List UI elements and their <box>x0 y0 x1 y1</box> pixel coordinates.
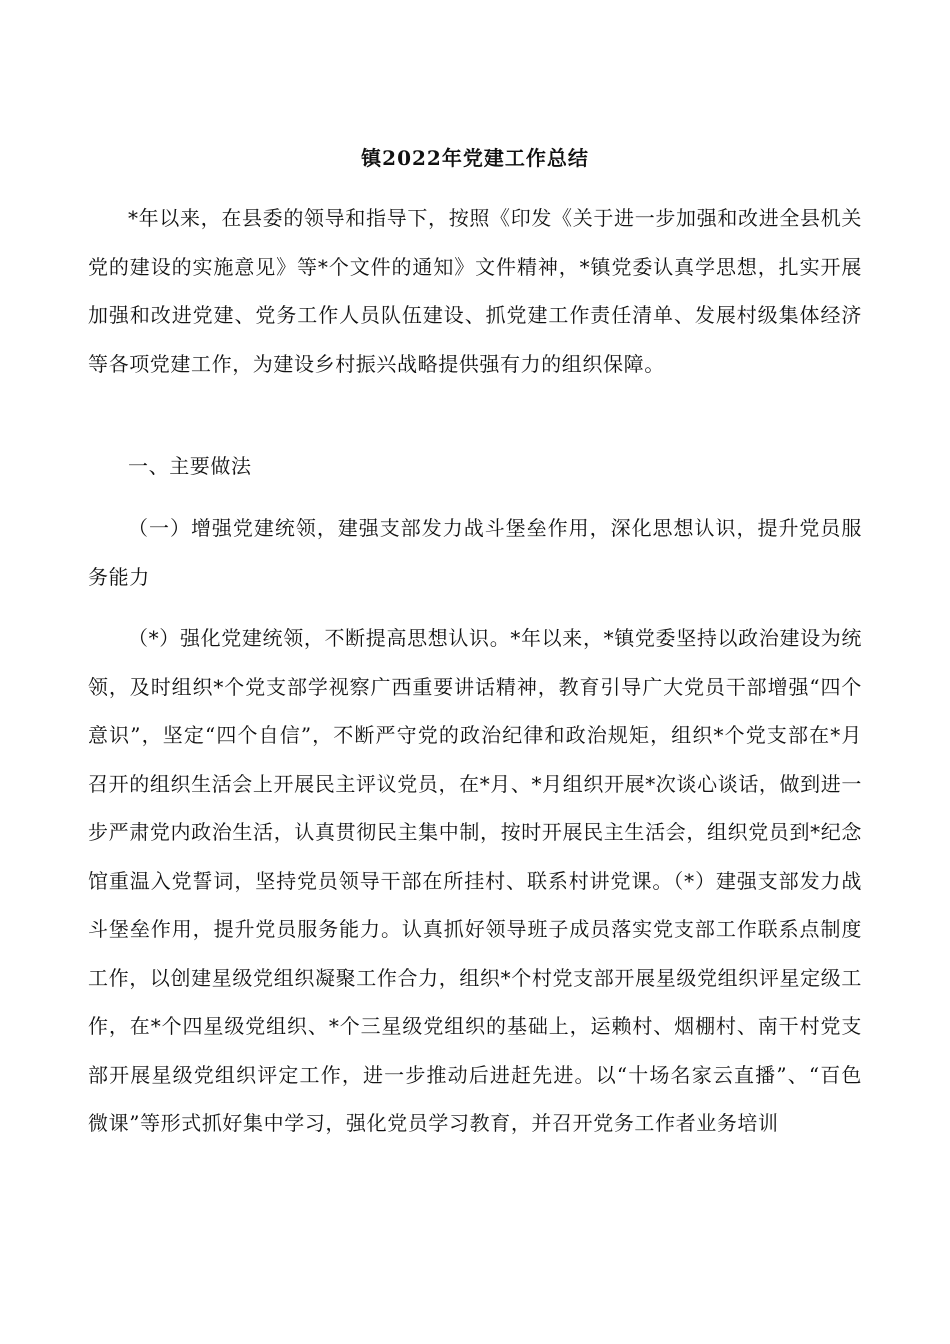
subsection-heading-1: （一）增强党建统领，建强支部发力战斗堡垒作用，深化思想认识，提升党员服务能力 <box>88 516 862 589</box>
section-heading-main-practices: 一、主要做法 <box>128 454 252 478</box>
intro-paragraph: *年以来，在县委的领导和指导下，按照《印发《关于进一步加强和改进全县机关党的建设的实施意见》等*个文件的通知》文件精神，*镇党委认真学思想，扎实开展加强和改进党建、党务工作人员队伍建设、抓党建工作责任清单、发展村级集体经济等各项党建工作，为建设乡村振兴战略提供强有力的组织保障。 <box>88 206 862 376</box>
body-paragraph: （*）强化党建统领，不断提高思想认识。*年以来，*镇党委坚持以政治建设为统领，及时组织*个党支部学视察广西重要讲话精神，教育引导广大党员干部增强“四个意识”，坚定“四个自信”，不断严守党的政治纪律和政治规矩，组织*个党支部在*月召开的组织生活会上开展民主评议党员，在*月、*月组织开展*次谈心谈话，做到进一步严肃党内政治生活，认真贯彻民主集中制，按时开展民主生活会，组织党员到*纪念馆重温入党誓词，坚持党员领导干部在所挂村、联系村讲党课。（*）建强支部发力战斗堡垒作用，提升党员服务能力。认真抓好领导班子成员落实党支部工作联系点制度工作，以创建星级党组织凝聚工作合力，组织*个村党支部开展星级党组织评星定级工作，在*个四星级党组织、*个三星级党组织的基础上，运赖村、烟棚村、南干村党支部开展星级党组织评定工作，进一步推动后进赶先进。以“十场名家云直播”、“百色微课”等形式抓好集中学习，强化党员学习教育，并召开党务工作者业务培训 <box>88 626 862 1135</box>
document-title: 镇2022年党建工作总结 <box>361 146 589 170</box>
